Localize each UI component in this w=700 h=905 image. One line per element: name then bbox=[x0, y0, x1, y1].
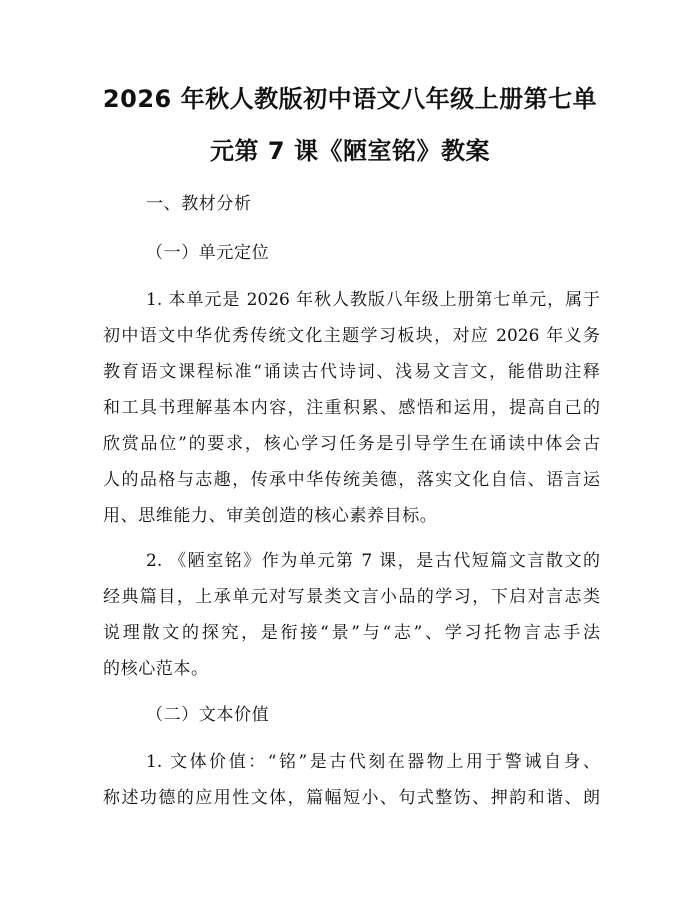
paragraph-1-line-3: 教育语文课程标准“诵读古代诗词、浅易文言文，能借助注释 bbox=[103, 362, 600, 382]
paragraph-2-line-2: 经典篇目，上承单元对写景类文言小品的学习，下启对言志类 bbox=[103, 587, 600, 607]
paragraph-1-line-5: 欣赏品位”的要求，核心学习任务是引导学生在诵读中体会古 bbox=[103, 434, 600, 454]
paragraph-3-line-1: 1. 文体价值：“铭”是古代刻在器物上用于警诫自身、 bbox=[146, 752, 600, 772]
paragraph-1-line-6: 人的品格与志趣，传承中华传统美德，落实文化自信、语言运 bbox=[103, 470, 600, 490]
paragraph-1-line-4: 和工具书理解基本内容，注重积累、感悟和运用，提高自己的 bbox=[103, 398, 600, 418]
paragraph-3-line-2: 称述功德的应用性文体，篇幅短小、句式整饬、押韵和谐、朗 bbox=[103, 788, 600, 808]
document-title-line-2: 元第 7 课《陋室铭》教案 bbox=[210, 137, 490, 165]
paragraph-2-line-4: 的核心范本。 bbox=[103, 659, 209, 679]
subsection-heading-unit-positioning: （一）单元定位 bbox=[146, 243, 270, 263]
paragraph-1-line-1: 1. 本单元是 2026 年秋人教版八年级上册第七单元，属于 bbox=[146, 290, 600, 310]
section-heading-teaching-material-analysis: 一、教材分析 bbox=[146, 194, 252, 214]
paragraph-2-line-3: 说理散文的探究，是衔接“景”与“志”、学习托物言志手法 bbox=[103, 623, 600, 643]
paragraph-2-line-1: 2. 《陋室铭》作为单元第 7 课，是古代短篇文言散文的 bbox=[146, 551, 600, 571]
subsection-heading-text-value: （二）文本价值 bbox=[146, 705, 270, 725]
paragraph-1-line-2: 初中语文中华优秀传统文化主题学习板块，对应 2026 年义务 bbox=[103, 326, 600, 346]
document-title-line-1: 2026 年秋人教版初中语文八年级上册第七单 bbox=[102, 85, 598, 113]
paragraph-1-line-7: 用、思维能力、审美创造的核心素养目标。 bbox=[103, 506, 438, 526]
